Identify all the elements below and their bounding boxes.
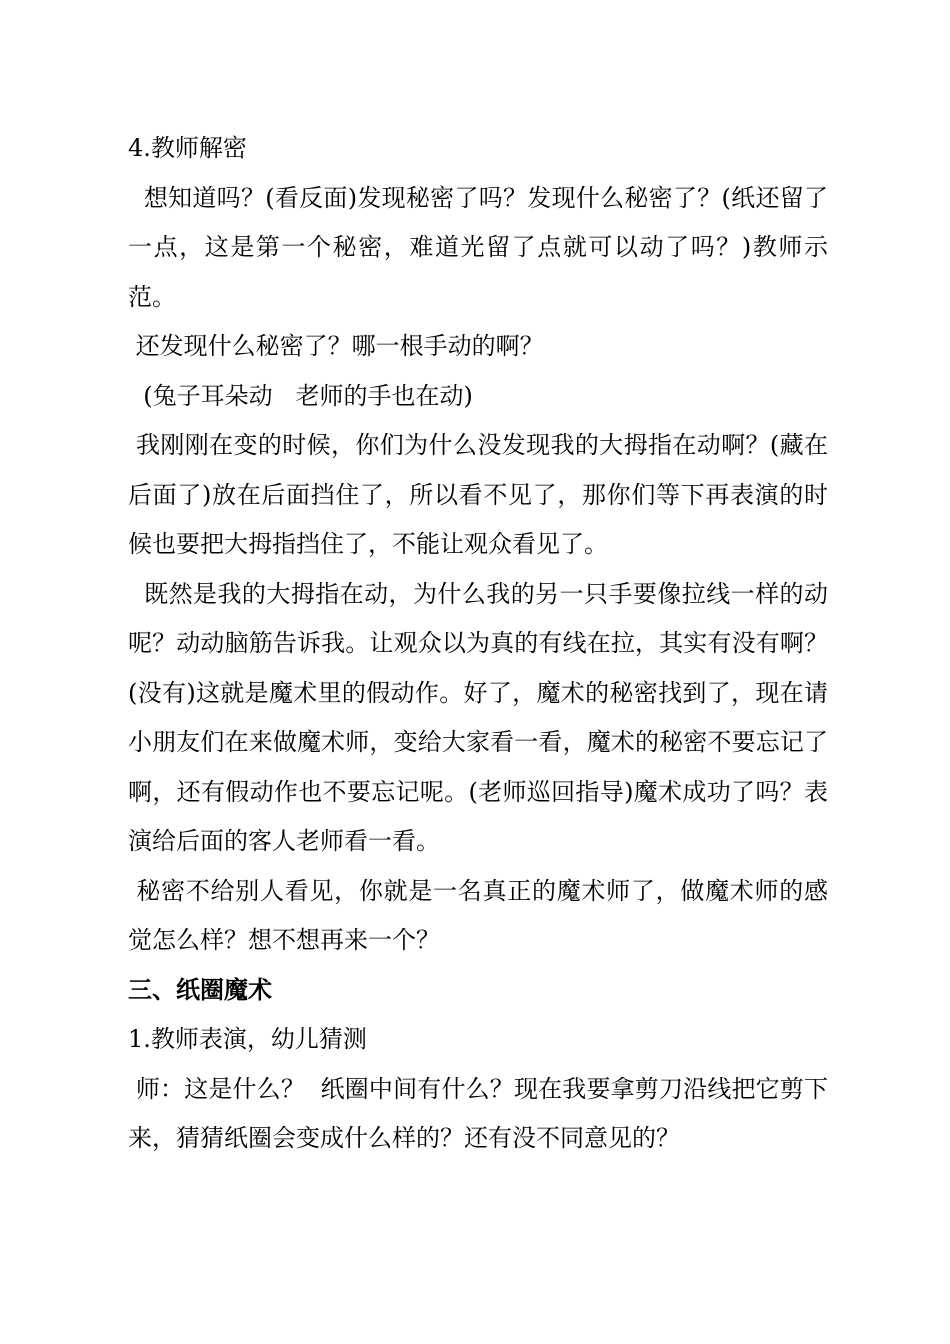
body-paragraph: 师：这是什么？ 纸圈中间有什么？现在我要拿剪刀沿线把它剪下来，猜猜纸圈会变成什么样的？还有没不同意见的？ (128, 1074, 828, 1152)
body-paragraph: 既然是我的大拇指在动，为什么我的另一只手要像拉线一样的动呢？动动脑筋告诉我。让观众以为真的有线在拉，其实有没有啊？(没有)这就是魔术里的假动作。好了，魔术的秘密找到了，现在请小朋友们在来做魔术师，变给大家看一看，魔术的秘密不要忘记了啊，还有假动作也不要忘记呢。(老师巡回指导)魔术成功了吗？表演给后面的客人老师看一看。 (128, 579, 828, 855)
document-page (128, 124, 828, 1164)
body-paragraph: 秘密不给别人看见，你就是一名真正的魔术师了，做魔术师的感觉怎么样？想不想再来一个？ (128, 876, 828, 954)
body-paragraph: 我刚刚在变的时候，你们为什么没发现我的大拇指在动啊？(藏在后面了)放在后面挡住了，所以看不见了，那你们等下再表演的时候也要把大拇指挡住了，不能让观众看见了。 (128, 431, 828, 558)
body-paragraph: 想知道吗？(看反面)发现秘密了吗？发现什么秘密了？(纸还留了一点，这是第一个秘密，难道光留了点就可以动了吗？)教师示范。 (128, 183, 828, 311)
body-paragraph: 还发现什么秘密了？哪一根手动的啊？ (128, 332, 544, 360)
body-paragraph: (兔子耳朵动 老师的手也在动) (128, 381, 473, 410)
section-heading: 三、纸圈魔术 (128, 975, 272, 1004)
section-subheading: 1.教师表演，幼儿猜测 (128, 1025, 367, 1053)
section-subheading: 4.教师解密 (128, 134, 247, 162)
